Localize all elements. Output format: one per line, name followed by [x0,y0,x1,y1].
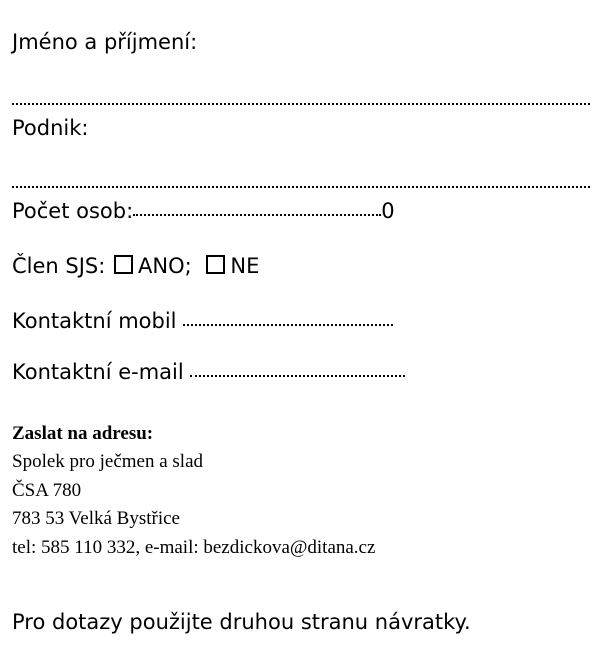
address-line-4: tel: 585 110 332, e-mail: bezdickova@ditana.cz [12,537,376,558]
company-label: Podnik: [12,116,89,140]
address-heading: Zaslat na adresu: [12,423,154,444]
mobile-row [12,309,393,333]
company-field[interactable] [12,186,590,188]
address-line-3: 783 53 Velká Bystřice [12,508,180,529]
yes-checkbox[interactable] [114,255,133,274]
no-label: NE [230,254,260,278]
name-field[interactable] [12,103,590,105]
address-line-2: ČSA 780 [12,480,82,501]
member-label: Člen SJS: [12,254,106,278]
persons-row [12,199,395,223]
mobile-label: Kontaktní mobil [12,309,177,333]
email-field[interactable] [190,375,405,377]
yes-label: ANO; [138,254,192,278]
email-row [12,360,405,384]
address-line-1: Spolek pro ječmen a slad [12,451,204,472]
persons-value: 0 [381,199,395,223]
name-label: Jméno a příjmení: [12,30,198,54]
persons-field[interactable] [133,214,381,216]
persons-label: Počet osob: [12,199,134,223]
member-row [12,254,259,278]
mobile-field[interactable] [183,324,393,326]
no-checkbox[interactable] [206,255,225,274]
footer-note: Pro dotazy použijte druhou stranu návratky. [12,610,471,634]
email-label: Kontaktní e-mail [12,360,184,384]
